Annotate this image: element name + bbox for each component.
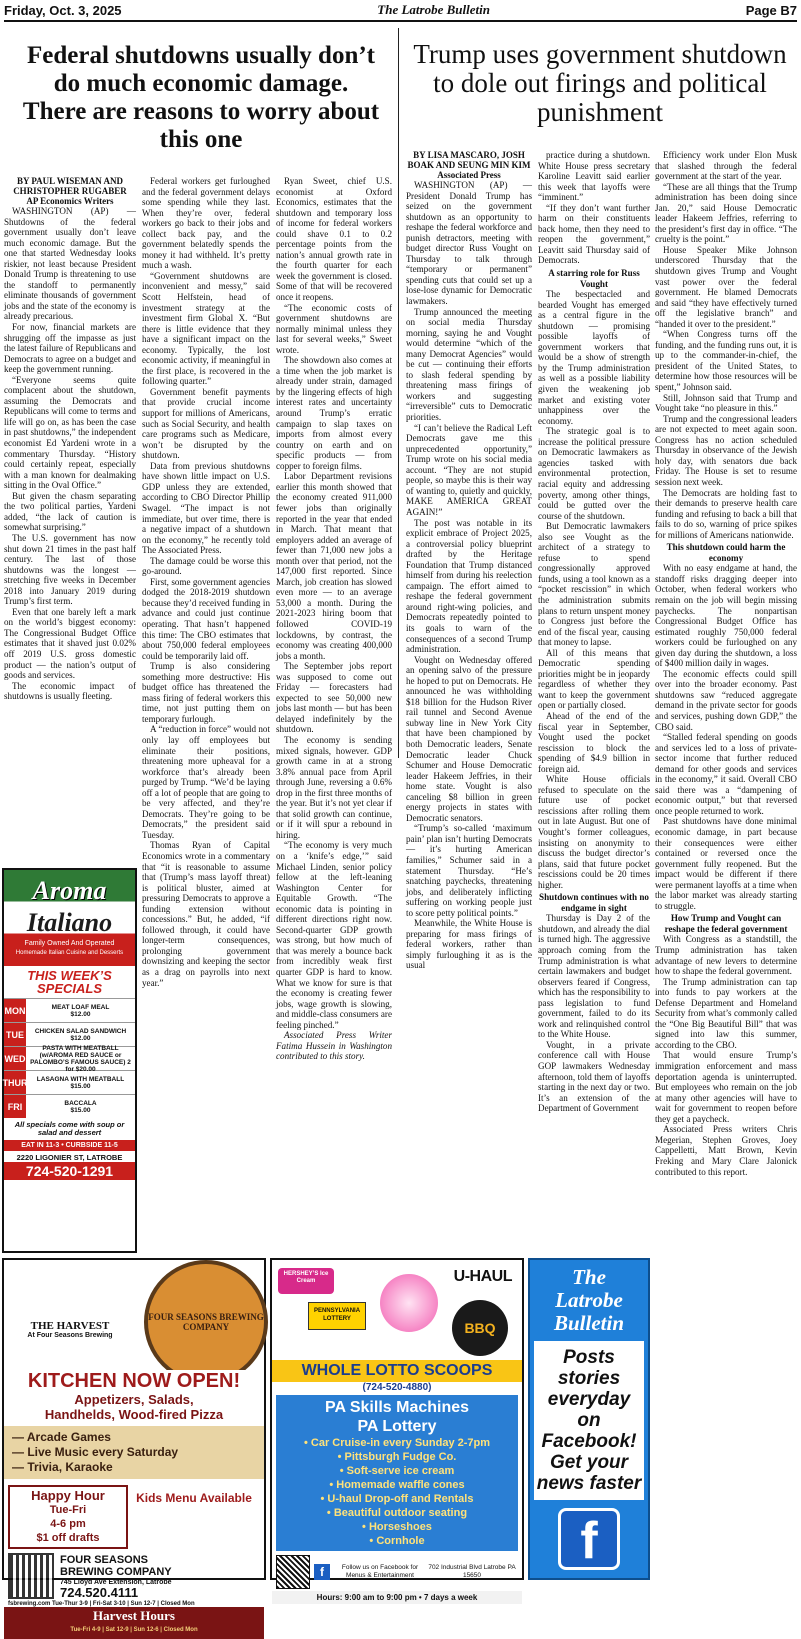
harvest-subtitle: At Four Seasons Brewing	[27, 1332, 113, 1339]
feature-item: • Homemade waffle cones	[329, 1479, 465, 1491]
article-paragraph: Federal workers get furloughed and the federal government delays some spending while they last. When they’re over, federal workers go back to their jobs and collect back pay, and the government belatedly spends the money it had withheld. It’s pretty much a wash.	[142, 176, 270, 271]
right-col2b-text	[538, 289, 650, 890]
lotto-footer	[272, 1553, 522, 1591]
bbq-logo: BBQ	[452, 1300, 508, 1356]
article-paragraph: “Trump’s so-called ‘maximum pain’ plan isn’t hurting Democrats — it’s hurting American families,” Schumer said in a statement Thursday. “He’s snatching paychecks, threatening jobs, and deliberately inflicting suffering on working people just to score petty political points.”	[406, 823, 532, 918]
article-paragraph: “If they don’t want further harm on their constituents back home, then they need to reopen the government,” Leavitt said Thursday said of Democrats.	[538, 202, 650, 266]
uhaul-logo: U-HAUL	[453, 1268, 512, 1285]
brewery-name-2: BREWING COMPANY	[60, 1565, 172, 1578]
special-day: FRI	[4, 1095, 26, 1118]
happy-hour-days: Tue-Fri	[49, 1504, 87, 1516]
article-paragraph: The post was notable in its explicit embrace of Project 2025, a controversial policy blueprint drafted by the Heritage Foundation that Trump distanced himself from during his reelection campaign. The effort aimed to reshape the federal government around right-wing policies, and Democrats repeatedly pointed to its goals to warn of the consequences of a second Trump administration.	[406, 517, 532, 655]
right-byline: BY LISA MASCARO, JOSH BOAK AND SEUNG MIN KIM	[407, 150, 531, 170]
bulletin-logo	[530, 1260, 648, 1335]
article-paragraph: The U.S. government has now shut down 21 times in the past half century. The last of those shutdowns was the longest — stretching five weeks in December 2018 into January 2019 during Trump’s first term.	[4, 532, 136, 607]
article-paragraph: “The economic costs of government shutdowns are normally minimal unless they last for several weeks,” Sweet wrote.	[276, 302, 392, 355]
bulletin-title-1: The	[572, 1265, 606, 1289]
brewery-name-1: FOUR SEASONS	[60, 1553, 149, 1566]
article-paragraph: “Stalled federal spending on goods and services led to a loss of private-sector income that further reduced demand for other goods and services in the economy,” it said. Overall CBO said there was a “dampening of economic output,” but that reversed once people returned to work.	[655, 732, 797, 816]
left-col1-text	[4, 206, 136, 702]
article-paragraph: Even that one barely left a mark on the world’s biggest economy: The Congressional Budget Office estimates that it shaved just 0.02% off 2019 U.S. gross domestic product — the nation’s output of goods and services.	[4, 606, 136, 681]
article-paragraph: With no easy endgame at hand, the standoff risks dragging deeper into October, when federal workers who remain on the job will begin missing paychecks. The nonpartisan Congressional Budget Office has estimated roughly 750,000 federal workers could be furloughed on any given day during the shutdown, a loss of $400 million daily in wages.	[655, 563, 797, 669]
happy-hour-row	[4, 1483, 264, 1551]
activity-item: — Trivia, Karaoke	[12, 1460, 113, 1474]
hersheys-logo: HERSHEY’S Ice Cream	[278, 1268, 334, 1294]
lotto-hours: Hours: 9:00 am to 9:00 pm • 7 days a week	[272, 1591, 522, 1604]
article-paragraph: The economic impact of shutdowns is usually fleeting.	[4, 680, 136, 702]
article-paragraph: A “reduction in force” would not only lay off employees but eliminate their positions, threatening more upheaval for a workforce that’s already been purged by Trump. “We’d be laying off a lot of people that are going to be very affected, and they’re Democrats. They’re going to be Democrats,” the president said Tuesday.	[142, 724, 270, 840]
aroma-tagline-2: Homemade Italian Cuisine and Desserts	[15, 950, 124, 956]
brewery-hours: fsbrewing.com Tue-Thur 3-9 | Fri-Sat 3-10 | Sun 12-7 | Closed Mon	[8, 1601, 195, 1607]
right-col3c-text	[655, 934, 797, 1177]
happy-hour-deal: $1 off drafts	[36, 1532, 100, 1544]
aroma-logo	[4, 870, 135, 966]
kitchen-open-banner: KITCHEN NOW OPEN!	[4, 1370, 264, 1392]
article-paragraph: “Government shutdowns are inconvenient and messy,” said Scott Helfstein, head of investment strategy at the investment firm Global X. “But there is little evidence that they have a significant impact on the economy. Typically, the lost economic activity, if meaningful in the first place, is recovered in the following quarter.”	[142, 270, 270, 387]
article-paragraph: The economic effects could spill over into the broader economy. Past shutdowns saw “reduced aggregate demand in the private sector for goods and services, pushing down GDP,” the CBO said.	[655, 668, 797, 732]
left-byline: BY PAUL WISEMAN AND CHRISTOPHER RUGABER	[13, 176, 127, 196]
brewery-address: 745 Lloyd Ave Extension, Latrobe	[60, 1578, 172, 1586]
bulletin-title-3: Bulletin	[553, 1311, 625, 1335]
special-price: $12.00	[70, 1010, 91, 1018]
qr-code-icon	[276, 1555, 310, 1589]
right-col2c-text	[538, 913, 650, 1113]
article-paragraph: Government benefit payments that provide crucial income support for millions of Americans, such as Social Security, and health care programs such as Medicare, won’t be disrupted by the shutdown.	[142, 386, 270, 461]
right-col3b-text	[655, 563, 797, 911]
feature-item: • U-haul Drop-off and Rentals	[320, 1493, 474, 1505]
aroma-name-2: Italiano	[26, 908, 113, 937]
facebook-icon: f	[314, 1564, 330, 1580]
special-item: BACCALA	[64, 1099, 97, 1107]
article-paragraph: All of this means that Democratic spending priorities might be in jeopardy regardless of whether they want to keep the government open or partially closed.	[538, 647, 650, 711]
header-date: Friday, Oct. 3, 2025	[4, 2, 122, 18]
article-paragraph: The economy is sending mixed signals, however. GDP growth came in at a strong 3.8% annual pace from April through June, reversing a 0.6% drop in the first three months of the year. But it’s not yet clear if that solid growth can continue, or if it will spur a rebound in hiring.	[276, 734, 392, 840]
article-paragraph: But Democratic lawmakers also see Vought as the architect of a strategy to refuse to spend congressionally approved funds, using a tool known as a “pocket rescission” in which the administration submits plans to return unspent money to Congress just before the end of the fiscal year, causing that money to lapse.	[538, 521, 650, 648]
right-col3a-text	[655, 150, 797, 540]
activity-item: — Live Music every Saturday	[12, 1445, 179, 1459]
article-paragraph: Past shutdowns have done minimal economic damage, in part because their consequences were either contained or reversed once the government fully reopened. But the impact would be different if there were permanent layoffs at a time when the labor market was already starting to struggle.	[655, 816, 797, 911]
article-paragraph: The showdown also comes at a time when the job market is already under strain, damaged by the lingering effects of high interest rates and uncertainty around Trump’s erratic campaign to slap taxes on imports from almost every country on earth and on specific products — from copper to foreign films.	[276, 355, 392, 471]
special-row	[4, 1070, 135, 1094]
activities-box	[4, 1426, 264, 1479]
article-paragraph: Still, Johnson said that Trump and Vought take “no pleasure in this.”	[655, 392, 797, 414]
latrobe-bulletin-facebook-ad	[528, 1258, 650, 1612]
article-paragraph: The Trump administration can tap into funds to pay workers at the Defense Department and Homeland Security from what’s commonly called the “One Big Beautiful Bill” that was signed into law this summer, according to the CBO.	[655, 976, 797, 1050]
brewery-info	[4, 1551, 264, 1601]
feature-item: • Pittsburgh Fudge Co.	[337, 1451, 457, 1463]
article-paragraph: Trump announced the meeting on social media Thursday morning, saying he and Vought would determine “which of the many Democrat Agencies” would be cut — continuing their efforts to slash federal spending by threatening mass firings of workers and suggesting “irreversible” cuts to Democratic priorities.	[406, 306, 532, 423]
article-paragraph: The bespectacled and bearded Vought has emerged as a central figure in the shutdown — promising possible layoffs of government workers that would be a show of strength by the Trump administration as well as a possible liability given the weakening job market and existing voter unhappiness over the economy.	[538, 289, 650, 426]
right-article-column-3	[655, 150, 797, 1580]
subhead-russ-vought: A starring role for Russ Vought	[548, 268, 640, 289]
left-article-headline: Federal shutdowns usually don’t do much economic damage. There are reasons to worry about this one	[22, 42, 380, 153]
like-us-text: Like us on Facebook!	[551, 1578, 627, 1612]
article-paragraph: “Everyone seems quite complacent about the shutdown, assuming the Democrats and Republicans will come to terms and life will go on, as has been the case in past shutdowns,” the independent economist Ed Yardeni wrote in a commentary Thursday. “History could certainly repeat, especially with a man known for dealmaking sitting in the Oval Office.”	[4, 374, 136, 491]
special-day: THUR	[4, 1071, 26, 1094]
special-item: LASAGNA WITH MEATBALL	[36, 1075, 125, 1083]
special-price: $15.00	[70, 1082, 91, 1090]
aroma-italiano-ad	[2, 868, 137, 1253]
special-row	[4, 1022, 135, 1046]
harvest-logo	[10, 1320, 130, 1339]
pa-lottery-logo: PENNSYLVANIA LOTTERY	[308, 1302, 366, 1330]
right-col1-text	[406, 180, 532, 971]
special-row	[4, 1094, 135, 1118]
brewing-seal-logo	[144, 1260, 268, 1384]
article-paragraph: practice during a shutdown. White House press secretary Karoline Leavitt said earlier this week that layoffs were “imminent.”	[538, 150, 650, 203]
article-paragraph: That would ensure Trump’s immigration enforcement and mass deportation agenda is uninterrupted. But employees who remain on the job at many other agencies will have to wait for government to reopen before they get a paycheck.	[655, 1050, 797, 1124]
article-paragraph: The Democrats are holding fast to their demands to preserve health care funding and refusing to back a bill that fails to do so, warning of price spikes for millions of Americans nationwide.	[655, 487, 797, 540]
specials-note: All specials come with soup or salad and dessert	[14, 1120, 125, 1137]
feature-title-1: PA Skills Machines	[324, 1399, 470, 1416]
header-paper-name: The Latrobe Bulletin	[377, 2, 490, 17]
article-paragraph: WASHINGTON (AP) — President Donald Trump has seized on the government shutdown as an opportunity to reshape the federal workforce and punish detractors, meeting with budget director Russ Vought on Thursday to talk through “temporary or permanent” spending cuts that could set up a lose-lose dynamic for Democratic lawmakers.	[406, 180, 532, 307]
feature-item: • Cornhole	[369, 1535, 425, 1547]
article-paragraph: First, some government agencies dodged the 2018-2019 shutdown because they’d received funding in advance and could just continue operating. That hasn’t happened this time: The CBO estimates that about 750,000 federal employees could be temporarily laid off.	[142, 576, 270, 661]
article-paragraph: For now, financial markets are shrugging off the impasse as just the latest failure of Republicans and Democrats to agree on a budget and keep the government running.	[4, 322, 136, 375]
special-price: $12.00	[70, 1034, 91, 1042]
article-paragraph: “These are all things that the Trump administration has been doing since Jan. 20,” said House Democratic leader Hakeem Jeffries, referring to the president’s first day in office. “The cruelty is the point.”	[655, 181, 797, 245]
happy-hour-time: 4-6 pm	[50, 1518, 86, 1530]
bulletin-title-2: Latrobe	[555, 1288, 623, 1312]
bulletin-message: Posts stories everyday on Facebook! Get your news faster	[534, 1341, 644, 1500]
article-paragraph: But given the chasm separating the two political parties, Yardeni added, “the lack of caution is somewhat surprising.”	[4, 490, 136, 533]
feature-item: • Car Cruise-in every Sunday 2-7pm	[303, 1437, 491, 1449]
subhead-reshape: How Trump and Vought can reshape the federal government	[664, 913, 788, 934]
harvest-hours-title: Harvest Hours	[93, 1608, 175, 1623]
article-paragraph: Associated Press writers Chris Megerian, Stephen Groves, Joey Cappelletti, Matt Brown, Kevin Freking and Mary Clare Jalonick contributed to this report.	[655, 1124, 797, 1177]
left-article-column-1	[4, 176, 136, 864]
feature-item: • Horseshoes	[362, 1521, 432, 1533]
store-phone: (724-520-4880)	[362, 1382, 432, 1393]
article-paragraph: Associated Press Writer Fatima Hussein in Washington contributed to this story.	[276, 1030, 392, 1062]
aroma-address: 2220 LIGONIER ST, LATROBE	[16, 1153, 123, 1162]
article-paragraph: With Congress as a standstill, the Trump administration has taken advantage of new levers to determine how to shape the federal government.	[655, 934, 797, 977]
article-paragraph: Thursday is Day 2 of the shutdown, and already the dial is turned high. The aggressive approach coming from the Trump administration is what certain lawmakers and budget observers feared if Congress, which has the responsibility to pass legislation to fund government, failed to do its work and relinquished control to the White House.	[538, 913, 650, 1040]
article-paragraph: House Speaker Mike Johnson underscored Thursday that the shutdown gives Trump and Vought vast power over the federal government. He blamed Democrats and said “they have effectively turned off the legislative branch” and “handed it over to the president.”	[655, 244, 797, 329]
aroma-hours: EAT IN 11-3 • CURBSIDE 11-5	[4, 1140, 135, 1151]
happy-hour-box	[8, 1485, 128, 1549]
activity-item: — Arcade Games	[12, 1430, 111, 1444]
subhead-harm-economy: This shutdown could harm the economy	[666, 542, 786, 563]
right-article-column-2	[538, 150, 650, 1256]
left-agency: AP Economics Writers	[26, 196, 114, 206]
article-paragraph: The strategic goal is to increase the political pressure on Democratic lawmakers as agencies tasked with environmental protection, racial equity and addressing poverty, among other things, could be gutted over the course of the shutdown.	[538, 426, 650, 521]
special-row	[4, 998, 135, 1022]
brewery-phone: 724.520.4111	[60, 1584, 139, 1600]
article-paragraph: “I can’t believe the Radical Left Democrats gave me this unprecedented opportunity,” Trump wrote on his social media account. “They are not stupid people, so maybe this is their way of wanting to, quietly and quickly, MAKE AMERICA GREAT AGAIN!”	[406, 422, 532, 517]
article-paragraph: The September jobs report was supposed to come out Friday — forecasters had expected to see 50,000 new jobs last month — but has been delayed indefinitely by the shutdown.	[276, 661, 392, 735]
article-paragraph: The damage could be worse this go-around.	[142, 555, 270, 577]
special-day: TUE	[4, 1023, 26, 1046]
special-price: $15.00	[70, 1106, 91, 1114]
aroma-tagline: Family Owned And Operated	[24, 940, 115, 947]
feature-item: • Soft-serve ice cream	[339, 1465, 455, 1477]
four-seasons-ad	[2, 1258, 266, 1633]
article-paragraph: Efficiency work under Elon Musk that slashed through the federal government at the start of the year.	[655, 150, 797, 182]
article-paragraph: Meanwhile, the White House is preparing for mass firings of federal workers, rather than simply furloughing it as is the usual	[406, 918, 532, 971]
left-col2-text	[142, 176, 270, 988]
article-paragraph: Ahead of the end of the fiscal year in September, Vought used the pocket rescission to block the spending of $4.9 billion in foreign aid.	[538, 710, 650, 774]
article-paragraph: “The economy is very much on a ‘knife’s edge,’” said Michael Linden, senior policy fellow at the left-leaning Washington Center for Equitable Growth. “The economic data is pointing in different directions right now. Second-quarter GDP growth was strong, but how much of that was merely a bounce back from incredibly weak first quarter GDP is hard to know. What we know for sure is that the economy is creating fewer jobs, wage growth is slowing, and middle-class consumers are feeling pinched.”	[276, 840, 392, 1030]
specials-title: THIS WEEK’S SPECIALS	[27, 968, 112, 996]
article-paragraph: Ryan Sweet, chief U.S. economist at Oxford Economics, estimates that the shutdown and temporary loss of income for federal workers could shave 0.1 to 0.2 percentage points from the nation’s annual growth rate in the fourth quarter for each week the government is closed. Some of that will be recovered once it reopens.	[276, 176, 392, 303]
harvest-hours-text: Tue-Fri 4-9 | Sat 12-9 | Sun 12-6 | Closed Mon	[70, 1627, 198, 1633]
special-row	[4, 1044, 135, 1073]
menu-line-2: Handhelds, Wood-fired Pizza	[44, 1407, 224, 1422]
article-paragraph: Data from previous shutdowns have shown little impact on U.S. GDP unless they are extended, according to CBO Director Phillip Swagel. “The impact is not immediate, but over time, there is a negative impact of a shutdown on the economy,” he recently told The Associated Press.	[142, 460, 270, 556]
special-item: PASTA WITH MEATBALL (w/AROMA RED SAUCE or PALOMBO’S FAMOUS SAUCE) 2 for $20.00	[30, 1044, 131, 1073]
article-paragraph: Thomas Ryan of Capital Economics wrote in a commentary that “it is reasonable to assume that (Trump’s mass layoff threat) is political bluster, aimed at pressuring Democrats to approve a funding extension without concessions.” But, he added, “if followed through, it could have longer-term consequences, prolonging government downsizing and keeping the sector as a drag on payrolls into next year.”	[142, 840, 270, 988]
special-item: MEAT LOAF MEAL	[51, 1003, 110, 1011]
article-paragraph: Trump and the congressional leaders are not expected to meet again soon. Congress has no action scheduled Thursday in observance of the Jewish holy day, with senators due back Friday. The House is set to resume session next week.	[655, 413, 797, 487]
right-agency: Associated Press	[437, 170, 501, 180]
whole-lotto-scoops-ad	[270, 1258, 524, 1602]
header-page-number: Page B7	[745, 2, 797, 18]
article-paragraph: Vought on Wednesday offered an opening salvo of the pressure he hoped to put on Democrats. He announced he was withholding $18 billion for the Hudson River rail tunnel and Second Avenue subway line in New York City that have been championed by both Democratic leaders, Senate Democratic leader Chuck Schumer and House Democratic leader Hakeem Jeffries, in their home state. Vought is also canceling $8 billion in green energy projects in states with Democratic senators.	[406, 654, 532, 823]
lotto-address: 702 Industrial Blvd Latrobe PA 15650	[428, 1564, 516, 1579]
left-col3-text	[276, 176, 392, 1062]
left-article-column-2	[142, 176, 270, 1256]
left-article-column-3	[276, 176, 392, 1256]
special-item: CHICKEN SALAD SANDWICH	[34, 1027, 127, 1035]
right-col2a-text	[538, 150, 650, 266]
ice-cream-icon	[380, 1274, 438, 1332]
aroma-name-1: Aroma	[32, 876, 107, 905]
facebook-icon: f	[558, 1508, 620, 1570]
specials-list	[4, 998, 135, 1118]
kids-menu: Kids Menu Available	[136, 1491, 252, 1505]
article-paragraph: White House officials refused to speculate on the future use of pocket rescissions after rolling them out in late August. But one of Vought’s former colleagues, insisting on anonymity to discuss the budget director’s plans, said that future pocket rescissions could be 20 times higher.	[538, 774, 650, 890]
store-name: WHOLE LOTTO SCOOPS	[272, 1360, 522, 1382]
subhead-no-endgame: Shutdown continues with no endgame in sight	[539, 892, 649, 913]
harvest-title: THE HARVEST	[30, 1320, 110, 1332]
column-divider	[398, 28, 399, 758]
harvest-hours-banner	[4, 1607, 264, 1639]
special-day: MON	[4, 999, 26, 1022]
aroma-phone: 724-520-1291	[4, 1162, 135, 1180]
article-paragraph: Vought, in a private conference call with House GOP lawmakers Wednesday afternoon, told them of layoffs starting in the next day or two. It’s an extension of the Department of Government	[538, 1039, 650, 1114]
menu-line-1: Appetizers, Salads,	[74, 1392, 194, 1407]
features-box	[276, 1395, 518, 1551]
article-paragraph: Labor Department revisions earlier this month showed that the economy created 911,000 fewer jobs than originally reported in the year that ended in March. That meant that employers added an average of fewer than 71,000 new jobs a month over that period, not the 147,000 first reported. Since March, job creation has slowed even more — to an average 53,000 a month. During the 2021-2023 hiring boom that followed COVID-19 lockdowns, by contrast, the economy was creating 400,000 jobs a month.	[276, 471, 392, 661]
right-article-headline: Trump uses government shutdown to dole out firings and political punishment	[413, 39, 787, 127]
feature-title-2: PA Lottery	[357, 1418, 437, 1435]
happy-hour-title: Happy Hour	[31, 1488, 105, 1503]
qr-code-icon	[8, 1553, 54, 1599]
follow-text: Follow us on Facebook for Menus & Entertainment	[341, 1564, 419, 1579]
right-article-column-1	[406, 150, 532, 1256]
article-paragraph: “When Congress turns off the funding, and the funding runs out, it is up to the commander-in-chief, the president of the United States, to determine how those resources will be spent,” Johnson said.	[655, 329, 797, 393]
page-header	[4, 0, 797, 22]
feature-item: • Beautiful outdoor seating	[326, 1507, 468, 1519]
article-paragraph: WASHINGTON (AP) — Shutdowns of the federal government usually don’t leave much economic damage. But the one that started Wednesday looks riskier, not least because President Donald Trump is threatening to use the standoff to permanently eliminate thousands of government jobs and the state of the economy is already precarious.	[4, 206, 136, 322]
seal-text: FOUR SEASONS BREWING COMPANY	[148, 1312, 264, 1332]
article-paragraph: Trump is also considering something more destructive: His budget office has threatened the mass firing of federal workers this time, not just putting them on temporary furlough.	[142, 661, 270, 724]
special-day: WED	[4, 1047, 26, 1070]
